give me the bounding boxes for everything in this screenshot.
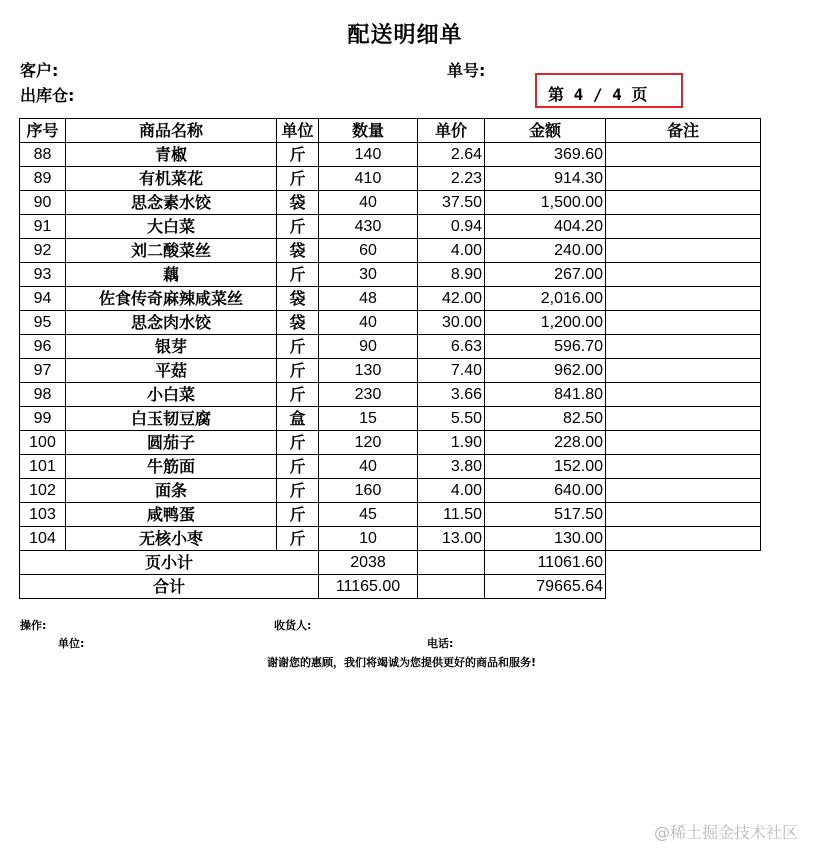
row-qty: 120: [319, 431, 418, 455]
col-header-amount: 金额: [485, 119, 606, 143]
row-price: 2.23: [418, 167, 485, 191]
table-row: [20, 479, 761, 503]
col-header-price: 单价: [418, 119, 485, 143]
row-unit: 袋: [277, 191, 319, 215]
watermark: @稀土掘金技术社区: [653, 823, 798, 842]
row-qty: 160: [319, 479, 418, 503]
row-name: 刘二酸菜丝: [66, 239, 277, 263]
row-amount: 240.00: [485, 239, 606, 263]
col-header-qty: 数量: [319, 119, 418, 143]
row-unit: 斤: [277, 335, 319, 359]
page-subtotal-note: [606, 551, 761, 575]
col-header-unit: 单位: [277, 119, 319, 143]
col-header-note: 备注: [606, 119, 761, 143]
table-row: [20, 239, 761, 263]
table-row: [20, 383, 761, 407]
row-note: [606, 191, 761, 215]
row-note: [606, 407, 761, 431]
row-qty: 430: [319, 215, 418, 239]
warehouse-label: 出库仓:: [20, 86, 75, 105]
table-row: [20, 431, 761, 455]
row-qty: 40: [319, 455, 418, 479]
table-row: [20, 311, 761, 335]
row-note: [606, 503, 761, 527]
row-no: 91: [20, 215, 66, 239]
table-row: [20, 455, 761, 479]
row-qty: 130: [319, 359, 418, 383]
row-qty: 48: [319, 287, 418, 311]
row-amount: 82.50: [485, 407, 606, 431]
row-unit: 斤: [277, 263, 319, 287]
row-unit: 斤: [277, 215, 319, 239]
row-price: 3.80: [418, 455, 485, 479]
row-no: 92: [20, 239, 66, 263]
row-qty: 410: [319, 167, 418, 191]
row-note: [606, 479, 761, 503]
row-no: 98: [20, 383, 66, 407]
row-amount: 596.70: [485, 335, 606, 359]
phone-label: 电话:: [427, 637, 454, 650]
page-subtotal-label: 页小计: [20, 551, 319, 575]
row-price: 11.50: [418, 503, 485, 527]
row-amount: 640.00: [485, 479, 606, 503]
document-title: 配送明细单: [347, 23, 463, 48]
row-name: 咸鸭蛋: [66, 503, 277, 527]
table-row: [20, 191, 761, 215]
row-amount: 841.80: [485, 383, 606, 407]
row-note: [606, 239, 761, 263]
row-price: 6.63: [418, 335, 485, 359]
table-row: [20, 407, 761, 431]
grand-total-price: [418, 575, 485, 599]
grand-total-qty: 11165.00: [319, 575, 418, 599]
row-unit: 袋: [277, 239, 319, 263]
row-amount: 914.30: [485, 167, 606, 191]
row-no: 93: [20, 263, 66, 287]
row-unit: 斤: [277, 167, 319, 191]
row-price: 4.00: [418, 479, 485, 503]
thanks-message: 谢谢您的惠顾，我们将竭诚为您提供更好的商品和服务!: [266, 656, 536, 669]
row-unit: 袋: [277, 311, 319, 335]
col-header-no: 序号: [20, 119, 66, 143]
row-qty: 40: [319, 191, 418, 215]
row-note: [606, 383, 761, 407]
row-amount: 1,200.00: [485, 311, 606, 335]
row-note: [606, 215, 761, 239]
page-subtotal-price: [418, 551, 485, 575]
grand-total-row: [20, 575, 761, 599]
page-subtotal-qty: 2038: [319, 551, 418, 575]
row-amount: 1,500.00: [485, 191, 606, 215]
row-unit: 斤: [277, 431, 319, 455]
row-no: 94: [20, 287, 66, 311]
row-no: 88: [20, 143, 66, 167]
row-note: [606, 431, 761, 455]
row-qty: 30: [319, 263, 418, 287]
row-note: [606, 455, 761, 479]
col-header-name: 商品名称: [66, 119, 277, 143]
row-name: 白玉韧豆腐: [66, 407, 277, 431]
table-row: [20, 359, 761, 383]
row-price: 4.00: [418, 239, 485, 263]
unit-label: 单位:: [58, 637, 85, 650]
row-price: 0.94: [418, 215, 485, 239]
row-no: 102: [20, 479, 66, 503]
row-amount: 2,016.00: [485, 287, 606, 311]
row-note: [606, 527, 761, 551]
grand-total-note: [606, 575, 761, 599]
row-unit: 斤: [277, 359, 319, 383]
row-unit: 斤: [277, 479, 319, 503]
row-price: 5.50: [418, 407, 485, 431]
row-no: 103: [20, 503, 66, 527]
row-no: 99: [20, 407, 66, 431]
receiver-label: 收货人:: [274, 619, 312, 632]
page-indicator: 第 4 / 4 页: [548, 85, 648, 104]
row-no: 104: [20, 527, 66, 551]
page-subtotal-row: [20, 551, 761, 575]
row-qty: 60: [319, 239, 418, 263]
row-name: 有机菜花: [66, 167, 277, 191]
row-no: 89: [20, 167, 66, 191]
row-unit: 斤: [277, 455, 319, 479]
row-amount: 152.00: [485, 455, 606, 479]
row-no: 100: [20, 431, 66, 455]
row-name: 小白菜: [66, 383, 277, 407]
row-note: [606, 143, 761, 167]
row-unit: 斤: [277, 383, 319, 407]
row-name: 圆茄子: [66, 431, 277, 455]
row-name: 青椒: [66, 143, 277, 167]
row-name: 无核小枣: [66, 527, 277, 551]
customer-label: 客户:: [20, 61, 59, 80]
row-unit: 斤: [277, 503, 319, 527]
row-price: 42.00: [418, 287, 485, 311]
row-note: [606, 359, 761, 383]
row-amount: 130.00: [485, 527, 606, 551]
row-no: 101: [20, 455, 66, 479]
page-subtotal-amount: 11061.60: [485, 551, 606, 575]
table-row: [20, 167, 761, 191]
table-row: [20, 503, 761, 527]
row-qty: 90: [319, 335, 418, 359]
row-name: 银芽: [66, 335, 277, 359]
table-row: [20, 335, 761, 359]
row-price: 1.90: [418, 431, 485, 455]
row-price: 13.00: [418, 527, 485, 551]
row-no: 97: [20, 359, 66, 383]
row-price: 3.66: [418, 383, 485, 407]
table-row: [20, 143, 761, 167]
row-note: [606, 311, 761, 335]
row-no: 95: [20, 311, 66, 335]
table-row: [20, 287, 761, 311]
row-unit: 袋: [277, 287, 319, 311]
row-amount: 369.60: [485, 143, 606, 167]
row-amount: 267.00: [485, 263, 606, 287]
row-name: 平菇: [66, 359, 277, 383]
row-no: 90: [20, 191, 66, 215]
row-name: 大白菜: [66, 215, 277, 239]
row-price: 2.64: [418, 143, 485, 167]
table-row: [20, 263, 761, 287]
row-qty: 230: [319, 383, 418, 407]
row-note: [606, 167, 761, 191]
grand-total-label: 合计: [20, 575, 319, 599]
grand-total-amount: 79665.64: [485, 575, 606, 599]
operator-label: 操作:: [20, 619, 47, 632]
row-note: [606, 335, 761, 359]
row-unit: 斤: [277, 143, 319, 167]
row-name: 思念素水饺: [66, 191, 277, 215]
row-qty: 10: [319, 527, 418, 551]
row-qty: 140: [319, 143, 418, 167]
order-number-label: 单号:: [447, 61, 486, 80]
row-note: [606, 263, 761, 287]
row-name: 藕: [66, 263, 277, 287]
row-price: 37.50: [418, 191, 485, 215]
row-amount: 962.00: [485, 359, 606, 383]
row-price: 8.90: [418, 263, 485, 287]
row-amount: 517.50: [485, 503, 606, 527]
row-amount: 404.20: [485, 215, 606, 239]
row-price: 7.40: [418, 359, 485, 383]
row-qty: 15: [319, 407, 418, 431]
row-unit: 斤: [277, 527, 319, 551]
table-row: [20, 527, 761, 551]
row-note: [606, 287, 761, 311]
row-no: 96: [20, 335, 66, 359]
row-name: 面条: [66, 479, 277, 503]
row-name: 牛筋面: [66, 455, 277, 479]
row-name: 思念肉水饺: [66, 311, 277, 335]
row-name: 佐食传奇麻辣咸菜丝: [66, 287, 277, 311]
items-table: [19, 118, 761, 599]
table-header-row: [20, 119, 761, 143]
row-qty: 40: [319, 311, 418, 335]
row-price: 30.00: [418, 311, 485, 335]
row-qty: 45: [319, 503, 418, 527]
row-amount: 228.00: [485, 431, 606, 455]
table-row: [20, 215, 761, 239]
row-unit: 盒: [277, 407, 319, 431]
